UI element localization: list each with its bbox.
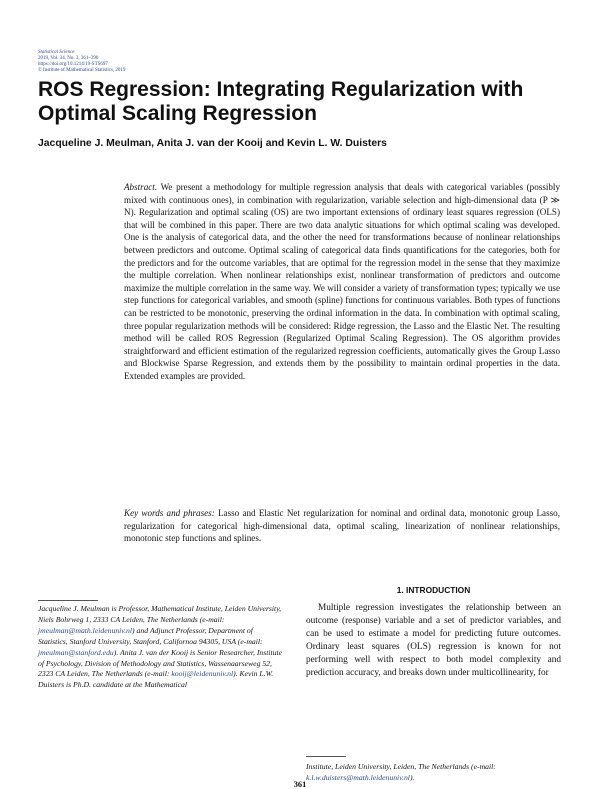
footnote-text-1: Jacqueline J. Meulman is Professor, Mathematical Institute, Leiden University, Niels Bohrweg 1, 2333 CA Leiden, The Netherlands (e-mail: xyxy=(38,604,282,624)
footnote-cont-rule xyxy=(306,756,346,757)
journal-copyright: © Institute of Mathematical Statistics, 2019 xyxy=(38,68,126,73)
keywords-label: Key words and phrases: xyxy=(124,508,215,518)
footnote-continuation xyxy=(306,762,561,784)
journal-volume: 2019, Vol. 34, No. 3, 361–390 xyxy=(38,56,99,61)
email-link[interactable]: kooij@leidenuniv.nl xyxy=(171,669,234,679)
journal-doi[interactable]: https://doi.org/10.1214/19-STS697 xyxy=(38,62,108,67)
email-link[interactable]: jmeulman@math.leidenuniv.nl xyxy=(38,625,133,635)
footnote-rule xyxy=(38,600,98,601)
section-heading: 1. INTRODUCTION xyxy=(396,585,471,595)
author-footnote xyxy=(38,604,284,691)
footnote-text-2: ) and Adjunct Professor, Department of Statistics, Stanford University, Stanford, Californoa 94305, USA (e-mail: xyxy=(38,625,263,646)
author-list: Jacqueline J. Meulman, Anita J. van der Kooij and Kevin L. W. Duisters xyxy=(38,138,387,149)
email-link[interactable]: jmeulman@stanford.edu xyxy=(38,647,114,657)
abstract-label: Abstract. xyxy=(124,182,158,192)
intro-paragraph: Multiple regression investigates the relationship between an outcome (response) variable and a set of predictor variables, and can be used to estimate a model for predicting future outcomes. Ordinary least squares (OLS) regression is known for not performing well with respect to both model complexity and prediction accuracy, and breaks down under multicollinearity, for xyxy=(306,603,561,678)
journal-name: Statistical Science xyxy=(38,50,75,55)
keywords-text: Lasso and Elastic Net regularization for nominal and ordinal data, monotonic group Lasso, regularization for categorical high-dimensional data, optimal scaling, linearization of nonlinear relationships, monotonic step functions and splines. xyxy=(124,508,560,544)
abstract xyxy=(124,181,560,383)
paper-title: ROS Regression: Integrating Regularization with Optimal Scaling Regression xyxy=(38,78,524,125)
page-number: 361 xyxy=(293,780,307,789)
footnote-text-3: ). Anita J. van der Kooij is Senior Researcher, Institute of Psychology, Division of Methodology and Statistics, Wassenaarseweg 52, 2323 CA Leiden, The Netherlands (e-mail: xyxy=(38,647,283,679)
email-link[interactable]: k.l.w.duisters@math.leidenuniv.nl xyxy=(306,772,410,782)
keywords xyxy=(124,507,560,545)
abstract-text: We present a methodology for multiple regression analysis that deals with categorical variables (possibly mixed with continuous ones), in combination with regularization, variable selection and high-dimensional data (P ≫ N). Regularization and optimal scaling (OS) are two important extensions of ordinary least squares regression (OLS) that will be combined in this paper. There are two data analytic situations for which optimal scaling was developed. One is the analysis of categorical data, and the other the need for transformations because of nonlinear relationships between predictors and outcome. Optimal scaling of categorical data finds quantifications for the categories, both for the predictors and for the outcome variables, that are optimal for the regression model in the sense that they maximize the multiple correlation. When nonlinear relationships exist, nonlinear transformation of predictors and outcome maximize the multiple correlation in the same way. We will consider a variety of transformation types; typically we use step functions for categorical variables, and smooth (spline) functions for continuous variables. Both types of functions can be restricted to be monotonic, preserving the ordinal information in the data. In combination with optimal scaling, three popular regularization methods will be considered: Ridge regression, the Lasso and the Elastic Net. The resulting method will be called ROS Regression (Regularized Optimal Scaling Regression). The OS algorithm provides straightforward and efficient estimation of the regularized regression coefficients, automatically gives the Group Lasso and Blockwise Sparse Regression, and extends them by the possibility to maintain ordinal properties in the data. Extended examples are provided. xyxy=(124,182,561,381)
footnote-cont-text-2: ). xyxy=(409,772,415,782)
footnote-cont-text-1: Institute, Leiden University, Leiden, The Netherlands (e-mail: xyxy=(306,762,496,771)
footnote-text-4: ). Kevin L.W. Duisters is Ph.D. candidate at the Mathematical xyxy=(38,669,274,690)
